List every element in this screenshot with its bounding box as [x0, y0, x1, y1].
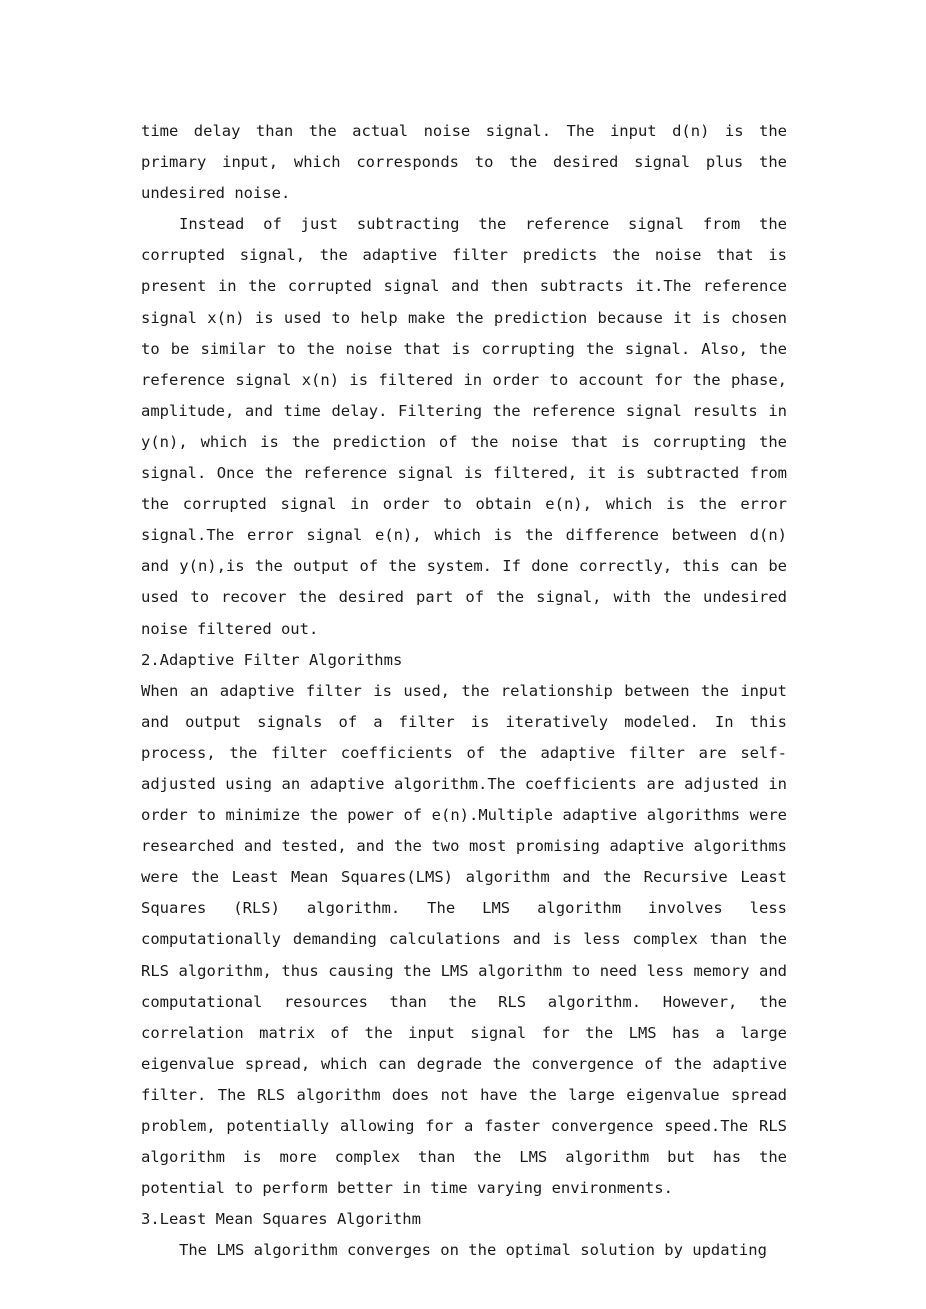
paragraph-adaptive-prediction: Instead of just subtracting the reference signal from the corrupted signal, the adaptive filter predicts the noise that is present in the corrupted signal and then subtracts it.The reference signal x(n) is used to help make the prediction because it is chosen to be similar to the noise that is corrupting the signal. Also, the reference signal x(n) is filtered in order to account for the phase, amplitude, and time delay. Filtering the reference signal results in y(n), which is the prediction of the noise that is corrupting the signal. Once the reference signal is filtered, it is subtracted from the corrupted signal in order to obtain e(n), which is the error signal.The error signal e(n), which is the difference between d(n) and y(n),is the output of the system. If done correctly, this can be used to recover the desired part of the signal, with the undesired noise filtered out.	[141, 215, 787, 638]
section-heading-lms-algorithm: 3.Least Mean Squares Algorithm	[141, 1210, 421, 1229]
document-page	[141, 116, 787, 1266]
paragraph-adaptive-algorithms: When an adaptive filter is used, the relationship between the input and output signals of a filter is iteratively modeled. In this process, the filter coefficients of the adaptive filter are self-adjusted using an adaptive algorithm.The coefficients are adjusted in order to minimize the power of e(n).Multiple adaptive algorithms were researched and tested, and the two most promising adaptive algorithms were the Least Mean Squares(LMS) algorithm and the Recursive Least Squares (RLS) algorithm. The LMS algorithm involves less computationally demanding calculations and is less complex than the RLS algorithm, thus causing the LMS algorithm to need less memory and computational resources than the RLS algorithm. However, the correlation matrix of the input signal for the LMS has a large eigenvalue spread, which can degrade the convergence of the adaptive filter. The RLS algorithm does not have the large eigenvalue spread problem, potentially allowing for a faster convergence speed.The RLS algorithm is more complex than the LMS algorithm but has the potential to perform better in time varying environments.	[141, 681, 787, 1198]
paragraph-noise-inputs: time delay than the actual noise signal. The input d(n) is the primary input, which corresponds to the desired signal plus the undesired noise.	[141, 122, 787, 203]
paragraph-lms-intro: The LMS algorithm converges on the optimal solution by updating	[179, 1241, 767, 1260]
section-heading-adaptive-filter-algorithms: 2.Adaptive Filter Algorithms	[141, 650, 403, 669]
